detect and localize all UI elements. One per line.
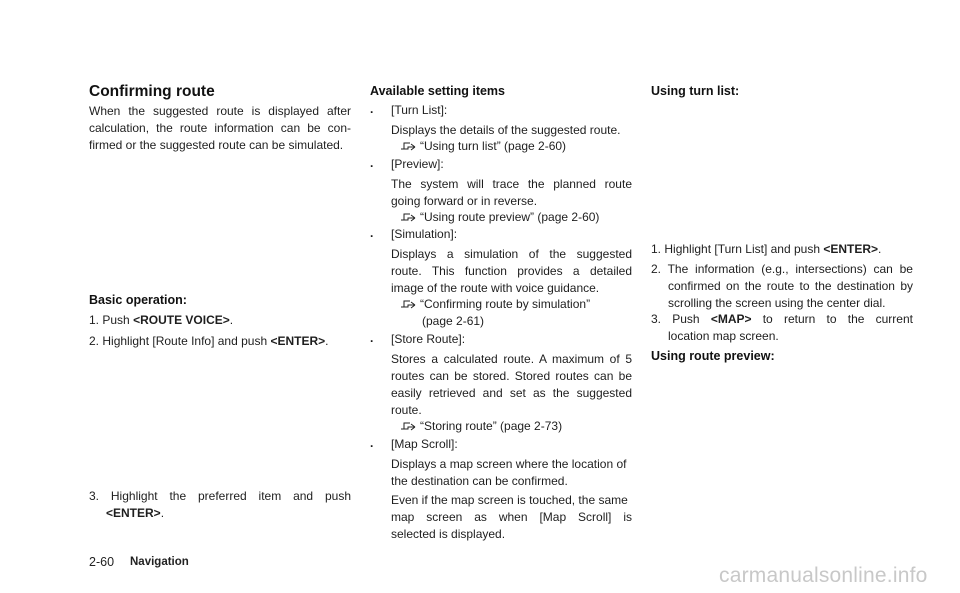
- reference-icon: [400, 211, 418, 223]
- key-enter: <ENTER>: [270, 334, 326, 348]
- step-number: 2.: [89, 334, 100, 348]
- turn-step-3-line-2: location map screen.: [668, 329, 779, 343]
- item-desc: Displays a simulation of the suggested: [391, 247, 632, 261]
- bullet: .: [370, 102, 374, 116]
- item-desc: Displays a map screen where the location of: [391, 457, 627, 471]
- step-end: .: [160, 506, 165, 520]
- step-number: 1.: [651, 242, 662, 256]
- watermark: carmanualsonline.info: [719, 564, 928, 587]
- section-heading-confirming-route: Confirming route: [89, 83, 215, 100]
- bullet: .: [370, 331, 374, 345]
- step-text: Highlight [Turn List] and push: [664, 242, 821, 256]
- step-text: Highlight the preferred item and push: [110, 489, 351, 503]
- item-desc: routes can be stored. Stored routes can be: [391, 369, 632, 383]
- item-label-preview: [Preview]:: [391, 157, 444, 171]
- item-desc: image of the route with voice guidance.: [391, 281, 600, 295]
- step-3-line-2: [106, 505, 164, 522]
- bullet: .: [370, 156, 374, 170]
- turn-step-2-line-1: [651, 261, 913, 278]
- using-route-preview-heading: Using route preview:: [651, 349, 775, 363]
- intro-line-3: firmed or the suggested route can be simulated.: [89, 138, 344, 152]
- step-end: .: [229, 313, 234, 327]
- turn-step-2-line-3: scrolling the screen using the center dial.: [668, 296, 886, 310]
- intro-line-1: When the suggested route is displayed after: [89, 104, 351, 118]
- reference-icon: [400, 420, 418, 432]
- item-desc: route. This function provides a detailed: [391, 264, 632, 278]
- step-end: .: [325, 334, 329, 348]
- key-map: <MAP>: [710, 312, 752, 326]
- key-route-voice: <ROUTE VOICE>: [133, 313, 230, 327]
- turn-step-2-line-2: confirmed on the route to the destination by: [668, 279, 913, 293]
- item-desc: the destination can be confirmed.: [391, 474, 568, 488]
- turn-step-1: [651, 241, 921, 258]
- step-end: .: [878, 242, 882, 256]
- item-ref: “Storing route” (page 2-73): [400, 418, 562, 435]
- bullet: .: [370, 436, 374, 450]
- reference-icon: [400, 140, 418, 152]
- item-desc: The system will trace the planned route: [391, 177, 632, 191]
- basic-operation-heading: Basic operation:: [89, 293, 187, 307]
- item-label-map-scroll: [Map Scroll]:: [391, 437, 458, 451]
- item-desc: Even if the map screen is touched, the same: [391, 493, 628, 507]
- step-text: to return to the current: [762, 312, 913, 326]
- step-3-line-1: [89, 488, 351, 505]
- item-ref-cont: (page 2-61): [422, 314, 485, 328]
- page-number: 2-60: [89, 555, 115, 569]
- reference-icon: [400, 298, 418, 310]
- item-desc: selected is displayed.: [391, 527, 506, 541]
- item-desc: Stores a calculated route. A maximum of 5: [391, 352, 632, 366]
- step-2: [89, 333, 359, 350]
- step-text: Push: [102, 313, 130, 327]
- step-text: Push: [672, 312, 700, 326]
- turn-step-3-line-1: [651, 311, 913, 328]
- item-desc: map screen as when [Map Scroll] is: [391, 510, 632, 524]
- key-enter: <ENTER>: [106, 506, 161, 520]
- item-label-store-route: [Store Route]:: [391, 332, 466, 346]
- item-ref: “Using turn list” (page 2-60): [400, 138, 566, 155]
- step-number: 1.: [89, 313, 100, 327]
- step-number: 3.: [651, 312, 662, 326]
- available-setting-items-heading: Available setting items: [370, 84, 505, 98]
- step-number: 2.: [651, 262, 662, 276]
- item-desc: easily retrieved and set as the suggested: [391, 386, 632, 400]
- item-ref: “Confirming route by simulation”: [400, 296, 590, 313]
- item-label-turn-list: [Turn List]:: [391, 103, 448, 117]
- using-turn-list-heading: Using turn list:: [651, 84, 740, 98]
- item-desc: route.: [391, 403, 422, 417]
- intro-line-2: calculation, the route information can be con-: [89, 121, 351, 135]
- item-ref: “Using route preview” (page 2-60): [400, 209, 599, 226]
- footer-section-title: Navigation: [130, 556, 189, 568]
- item-label-simulation: [Simulation]:: [391, 227, 458, 241]
- step-text: Highlight [Route Info] and push: [102, 334, 268, 348]
- bullet: .: [370, 226, 374, 240]
- step-text: The information (e.g., intersections) can be: [667, 262, 913, 276]
- key-enter: <ENTER>: [823, 242, 879, 256]
- step-number: 3.: [89, 489, 100, 503]
- item-desc: going forward or in reverse.: [391, 194, 538, 208]
- item-desc: Displays the details of the suggested route.: [391, 123, 621, 137]
- step-1: [89, 312, 351, 329]
